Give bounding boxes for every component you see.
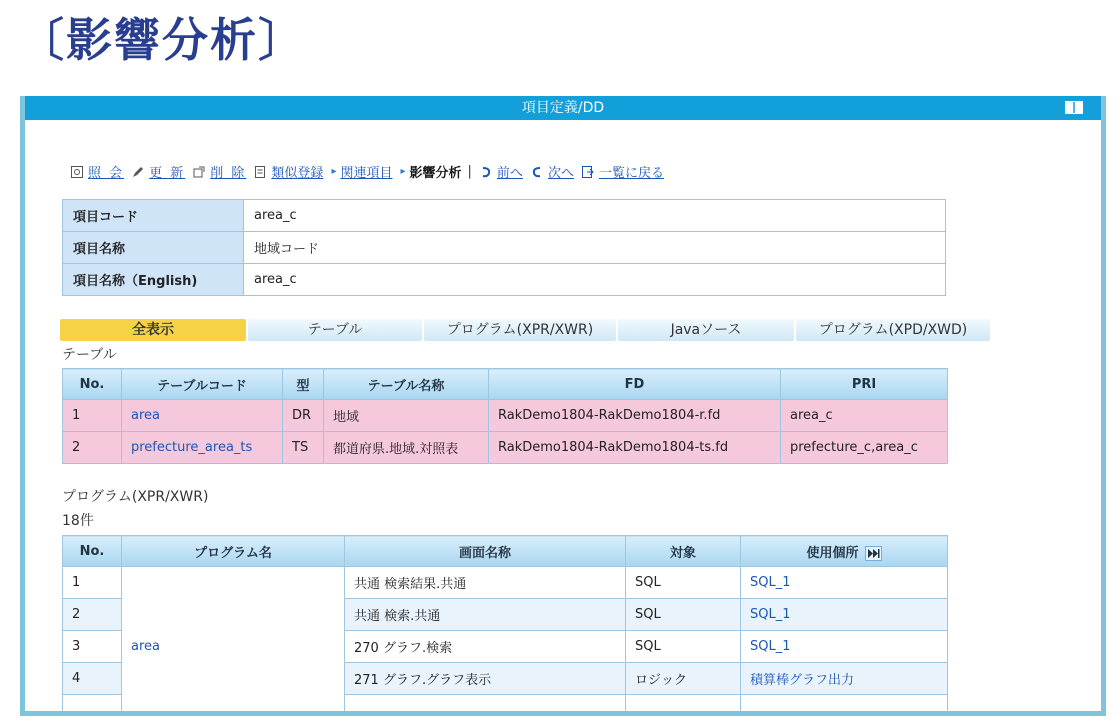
cell-screen-name: 271 グラフ.グラフ表示 bbox=[345, 663, 626, 695]
filter-tabs bbox=[60, 319, 990, 341]
manual-book-icon[interactable] bbox=[1065, 101, 1083, 114]
cell-screen-name bbox=[345, 695, 626, 717]
triangle-right-icon: ▸ bbox=[331, 166, 337, 177]
cell-fd: RakDemo1804-RakDemo1804-ts.fd bbox=[489, 432, 781, 464]
cell-pri: prefecture_c,area_c bbox=[781, 432, 948, 464]
cell-type: DR bbox=[283, 400, 324, 432]
return-list-icon bbox=[582, 166, 594, 178]
usage-link[interactable]: 積算棒グラフ出力 bbox=[750, 673, 855, 688]
triangle-right-icon: ▸ bbox=[400, 166, 406, 177]
column-header: No. bbox=[63, 536, 122, 567]
toolbar bbox=[71, 162, 672, 181]
info-row bbox=[63, 200, 946, 232]
program-section-label: プログラム(XPR/XWR) bbox=[62, 489, 209, 505]
table-row bbox=[63, 432, 948, 464]
back-to-list-link[interactable]: 一覧に戻る bbox=[598, 166, 664, 181]
column-header: No. bbox=[63, 369, 122, 400]
copy-register-icon bbox=[254, 166, 266, 178]
usage-header bbox=[741, 536, 948, 567]
tab-all[interactable]: 全表示 bbox=[60, 319, 246, 341]
cell-target: SQL bbox=[626, 599, 741, 631]
info-label: 項目コード bbox=[63, 200, 244, 232]
info-label: 項目名称 bbox=[63, 232, 244, 264]
usage-link[interactable]: SQL_1 bbox=[750, 575, 791, 590]
table-header-row bbox=[63, 369, 948, 400]
usage-cell bbox=[741, 695, 948, 717]
cell-screen-name: 共通 検索結果.共通 bbox=[345, 567, 626, 599]
column-header: 型 bbox=[283, 369, 324, 400]
cell-type: TS bbox=[283, 432, 324, 464]
table-code-link[interactable]: area bbox=[131, 408, 160, 423]
cell-no: 2 bbox=[63, 599, 122, 631]
program-row bbox=[63, 567, 948, 599]
table-list bbox=[62, 368, 948, 464]
info-value: 地域コード bbox=[244, 232, 946, 264]
program-list bbox=[62, 535, 948, 716]
cell-screen-name: 共通 検索.共通 bbox=[345, 599, 626, 631]
update-pencil-icon bbox=[132, 166, 144, 178]
table-row bbox=[63, 400, 948, 432]
similar-register-link[interactable]: 類似登録 bbox=[271, 166, 324, 181]
delete-link[interactable]: 削 除 bbox=[210, 166, 247, 181]
tab-program-xpr[interactable]: プログラム(XPR/XWR) bbox=[424, 319, 616, 341]
column-header: 対象 bbox=[626, 536, 741, 567]
cell-target: ロジック bbox=[626, 663, 741, 695]
table-code-link[interactable]: prefecture_area_ts bbox=[131, 440, 253, 455]
window-title: 項目定義/DD bbox=[521, 100, 605, 116]
column-header: プログラム名 bbox=[122, 536, 345, 567]
table-section-label: テーブル bbox=[62, 347, 117, 363]
cell-fd: RakDemo1804-RakDemo1804-r.fd bbox=[489, 400, 781, 432]
info-label: 項目名称（English) bbox=[63, 264, 244, 296]
cell-no: 4 bbox=[63, 663, 122, 695]
program-count: 18件 bbox=[62, 513, 94, 529]
column-header: PRI bbox=[781, 369, 948, 400]
cell-pri: area_c bbox=[781, 400, 948, 432]
info-row bbox=[63, 264, 946, 296]
cell-screen-name: 270 グラフ.検索 bbox=[345, 631, 626, 663]
next-link[interactable]: 次へ bbox=[547, 166, 574, 181]
cell-no: 3 bbox=[63, 631, 122, 663]
cell-no: 2 bbox=[63, 432, 122, 464]
column-header: 画面名称 bbox=[345, 536, 626, 567]
column-header: テーブルコード bbox=[122, 369, 283, 400]
prev-arrow-icon bbox=[480, 166, 492, 178]
cell-target bbox=[626, 695, 741, 717]
view-icon bbox=[71, 166, 83, 178]
item-info-table bbox=[62, 199, 946, 296]
update-link[interactable]: 更 新 bbox=[149, 166, 186, 181]
usage-link[interactable]: SQL_1 bbox=[750, 639, 791, 654]
page-heading: 〔影響分析〕 bbox=[18, 13, 306, 67]
cell-no: 1 bbox=[63, 400, 122, 432]
cell-table-name: 地域 bbox=[324, 400, 489, 432]
window-titlebar bbox=[25, 96, 1101, 120]
cell-no bbox=[63, 695, 122, 717]
program-header-row bbox=[63, 536, 948, 567]
fast-forward-icon[interactable] bbox=[865, 546, 882, 561]
column-header: テーブル名称 bbox=[324, 369, 489, 400]
cell-table-name: 都道府県.地域.対照表 bbox=[324, 432, 489, 464]
info-value: area_c bbox=[244, 264, 946, 296]
info-value: area_c bbox=[244, 200, 946, 232]
toolbar-separator: | bbox=[467, 164, 472, 179]
column-header: FD bbox=[489, 369, 781, 400]
next-arrow-icon bbox=[531, 166, 543, 178]
tab-program-xpd[interactable]: プログラム(XPD/XWD) bbox=[796, 319, 990, 341]
tab-table[interactable]: テーブル bbox=[248, 319, 422, 341]
impact-analysis-current: 影響分析 bbox=[409, 166, 462, 181]
delete-icon bbox=[193, 166, 205, 178]
tab-java-source[interactable]: Javaソース bbox=[618, 319, 794, 341]
app-window bbox=[20, 96, 1106, 716]
cell-target: SQL bbox=[626, 631, 741, 663]
prev-link[interactable]: 前へ bbox=[496, 166, 523, 181]
view-link[interactable]: 照 会 bbox=[88, 166, 125, 181]
info-row bbox=[63, 232, 946, 264]
column-header: 使用個所 bbox=[806, 545, 859, 561]
cell-no: 1 bbox=[63, 567, 122, 599]
cell-target: SQL bbox=[626, 567, 741, 599]
related-items-link[interactable]: 関連項目 bbox=[340, 166, 393, 181]
program-name-link[interactable]: area bbox=[131, 639, 160, 654]
usage-link[interactable]: SQL_1 bbox=[750, 607, 791, 622]
